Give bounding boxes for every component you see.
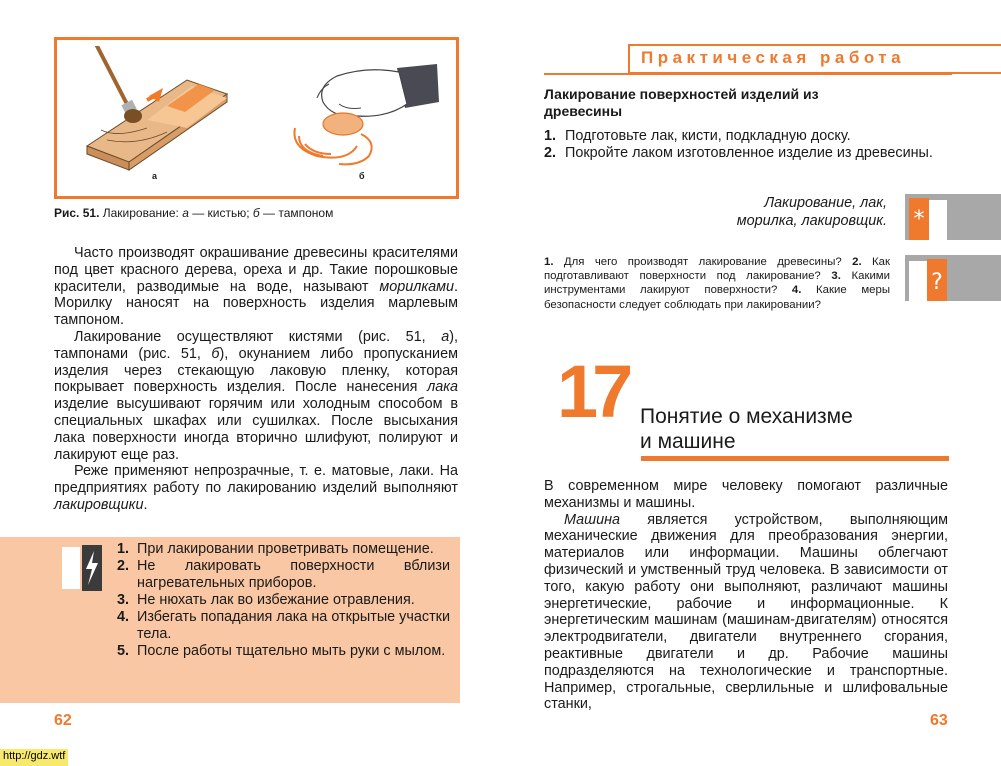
caption-text: Лакирование: xyxy=(99,206,183,220)
asterisk-icon xyxy=(909,198,947,240)
caption-prefix: Рис. 51. xyxy=(54,206,100,220)
page-number-left: 62 xyxy=(54,712,72,729)
key-terms: Лакирование, лак, морилка, лакировщик. xyxy=(736,195,887,229)
list-item xyxy=(117,592,450,609)
figure-label-a: а xyxy=(152,171,158,181)
key-terms-icon-box xyxy=(905,194,1001,240)
caption-a: а xyxy=(182,206,189,220)
term-laka: лака xyxy=(427,379,458,396)
questions-icon-box xyxy=(905,255,1001,301)
caption-b-text: — тампоном xyxy=(259,206,334,220)
text-run: ), окунанием либо пропусканием изделия через стекающую лаковую пленку, которая покрывает поверхность изделия. После нанесения xyxy=(54,345,458,396)
question-text: Как подготавливают поверхности под лакирование? xyxy=(544,256,890,283)
chapter-title xyxy=(640,404,853,454)
list-text: Подготовьте лак, кисти, подкладную доску. xyxy=(565,128,851,144)
safety-rules-list xyxy=(117,541,450,660)
left-page xyxy=(0,0,500,766)
list-number: 1. xyxy=(544,128,557,144)
term-lakirovshchiki: лакировщики xyxy=(54,496,144,513)
text-run: а xyxy=(441,328,450,345)
brush-illustration xyxy=(77,46,237,172)
list-number: 3. xyxy=(117,592,130,608)
term-morilki: морилками xyxy=(379,278,454,295)
list-number: 2. xyxy=(544,144,557,161)
list-text: Покройте лаком изготовленное изделие из древесины. xyxy=(565,144,933,161)
question-number: 2. xyxy=(852,256,862,268)
list-item xyxy=(544,145,949,162)
list-number: 1. xyxy=(117,541,130,557)
list-number: 5. xyxy=(117,643,130,659)
text-run: б xyxy=(211,345,220,362)
text-run: изделие высушивают горячим или холодным способом в специальных шкафах или сушилках. После высыхания лака поверхности иногда вторично шлифуют, полируют и лакируют еще раз. xyxy=(54,396,458,463)
caption-a-text: — кистью; xyxy=(188,206,253,220)
list-number: 2. xyxy=(117,558,130,574)
caption-b: б xyxy=(252,206,260,220)
list-text: Избегать попадания лака на открытые участки тела. xyxy=(137,609,450,642)
term-mashina: Машина xyxy=(564,511,621,528)
left-body-text xyxy=(54,245,458,514)
svg-text:*: * xyxy=(913,207,925,232)
question-mark-icon xyxy=(909,259,947,301)
question-text: Для чего производят лакирование древесины? xyxy=(553,256,853,268)
text-run: ), тампонами (рис. 51, xyxy=(54,328,458,362)
question-number: 4. xyxy=(791,284,802,297)
text-run: . xyxy=(143,496,148,513)
paragraph xyxy=(544,512,948,714)
text-run: является устройством, выполняющим механические движения для преобразования энергии, материалов или информации. Машины облегчают физический и умственный труд человека. В зависимости от того, какую работу они выполняют, различают машины энергетические, рабочие и информационные. К энергетическим машинам (машинам-двигателям) относятся электродвигатели, двигатели внутреннего сгорания, реактивные двигатели и др. Рабочие машины подразделяются на технологические и транспортные. Например, строгальные, сверлильные и шлифовальные станки, xyxy=(544,511,948,713)
chapter-title-line: Понятие о механизме xyxy=(640,405,853,428)
question-number: 1. xyxy=(544,256,554,268)
watermark: http://gdz.wtf xyxy=(0,749,68,766)
page-number-right: 63 xyxy=(930,712,948,729)
practical-header: Практическая работа xyxy=(641,48,906,67)
question-text: Какие меры безопасности следует соблюдать при лакировании? xyxy=(544,284,891,311)
list-item xyxy=(117,643,450,660)
list-item xyxy=(544,128,949,145)
paragraph: В современном мире человеку помогают различные механизмы и машины. xyxy=(544,478,948,511)
svg-text:?: ? xyxy=(931,270,943,295)
paragraph xyxy=(54,329,458,463)
right-body-text xyxy=(544,478,948,713)
paragraph xyxy=(54,245,458,329)
lightning-warning-icon xyxy=(62,545,102,591)
list-text: После работы тщательно мыть руки с мылом. xyxy=(137,643,446,659)
question-text: Какими инструментами лакируют поверхности? xyxy=(544,270,890,297)
chapter-number: 17 xyxy=(557,350,628,433)
text-run: Часто производят окрашивание древесины красителями под цвет красного дерева, ореха и др. Такие порошковые красители, разводимые на воде, называют xyxy=(54,245,458,295)
list-item xyxy=(117,609,450,643)
figure-51 xyxy=(54,37,459,199)
list-item xyxy=(117,541,450,558)
list-item xyxy=(117,558,450,592)
right-page xyxy=(500,0,1001,766)
practical-underline xyxy=(544,73,952,75)
tampon-illustration xyxy=(277,58,447,168)
paragraph xyxy=(54,463,458,513)
figure-caption xyxy=(54,206,333,220)
question-number: 3. xyxy=(831,270,841,283)
figure-label-b: б xyxy=(359,171,365,181)
chapter-title-line: и машине xyxy=(640,430,736,453)
text-run: . Морилку наносят на поверхность изделия марлевым тампоном. xyxy=(54,278,458,329)
list-text: При лакировании проветривать помещение. xyxy=(137,541,434,557)
text-run: Реже применяют непрозрачные, т. е. матовые, лаки. На предприятиях работу по лакированию изделий выполняют xyxy=(54,463,458,497)
work-title: Лакирование поверхностей изделий из древесины xyxy=(544,86,819,119)
list-text: Не лакировать поверхности вблизи нагревательных приборов. xyxy=(137,558,450,591)
text-run: Лакирование осуществляют кистями (рис. 51, xyxy=(74,328,442,345)
chapter-underline xyxy=(641,456,949,461)
work-steps xyxy=(544,128,949,161)
review-questions xyxy=(544,255,890,312)
list-text: Не нюхать лак во избежание отравления. xyxy=(137,592,415,608)
list-number: 4. xyxy=(117,609,130,625)
